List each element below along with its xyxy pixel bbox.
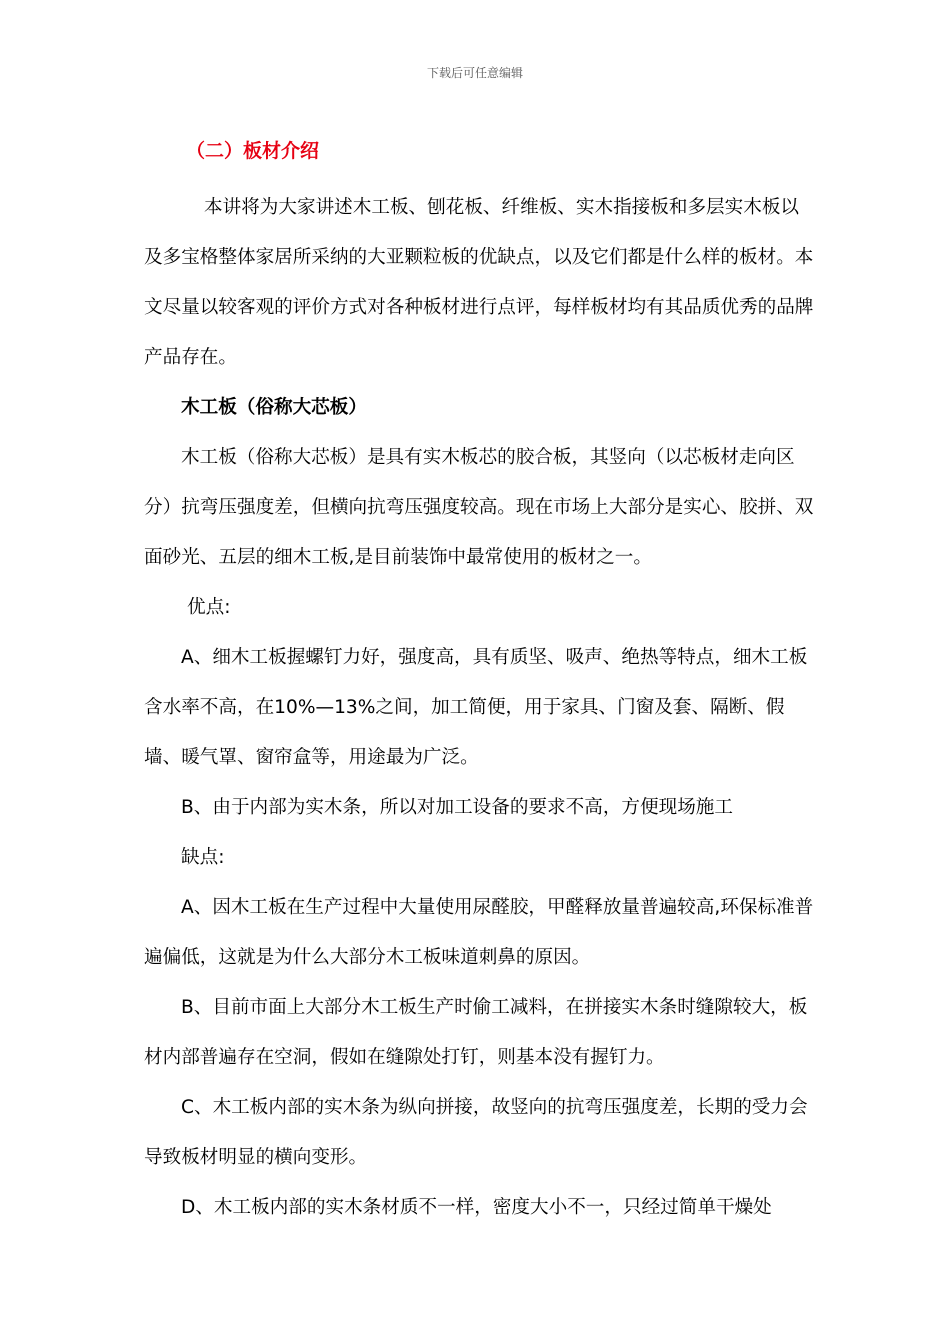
header-note: 下载后可任意编辑 — [426, 66, 523, 80]
cons-item-d: D、木工板内部的实木条材质不一样，密度大小不一，只经过简单干燥处 — [181, 1197, 772, 1218]
intro-paragraph: 本讲将为大家讲述木工板、刨花板、纤维板、实木指接板和多层实木板以及多宝格整体家居所采纳的大亚颗粒板的优缺点，以及它们都是什么样的板材。本文尽量以较客观的评价方式对各种板材进行点评，每样板材均有其品质优秀的品牌产品存在。 — [144, 197, 814, 368]
pros-label: 优点: — [187, 597, 231, 618]
cons-item-b: B、目前市面上大部分木工板生产时偷工减料，在拼接实木条时缝隙较大，板材内部普遍存在空洞，假如在缝隙处打钉，则基本没有握钉力。 — [144, 997, 808, 1068]
subheading: 木工板（俗称大芯板） — [181, 397, 367, 418]
section-title: （二）板材介绍 — [186, 140, 320, 162]
cons-label: 缺点: — [181, 847, 225, 868]
cons-item-a: A、因木工板在生产过程中大量使用尿醛胶，甲醛释放量普遍较高,环保标准普遍偏低，这就是为什么大部分木工板味道刺鼻的原因。 — [144, 897, 814, 968]
document-body — [144, 183, 816, 1233]
pros-item-b: B、由于内部为实木条，所以对加工设备的要求不高，方便现场施工 — [181, 797, 733, 818]
pros-item-a: A、细木工板握螺钉力好，强度高，具有质坚、吸声、绝热等特点，细木工板含水率不高，在10%—13%之间，加工简便，用于家具、门窗及套、隔断、假墙、暖气罩、窗帘盒等，用途最为广泛。 — [144, 647, 808, 768]
description-paragraph: 木工板（俗称大芯板）是具有实木板芯的胶合板，其竖向（以芯板材走向区分）抗弯压强度差，但横向抗弯压强度较高。现在市场上大部分是实心、胶拼、双面砂光、五层的细木工板,是目前装饰中最常使用的板材之一。 — [144, 447, 814, 568]
cons-item-c: C、木工板内部的实木条为纵向拼接，故竖向的抗弯压强度差，长期的受力会导致板材明显的横向变形。 — [144, 1097, 808, 1168]
